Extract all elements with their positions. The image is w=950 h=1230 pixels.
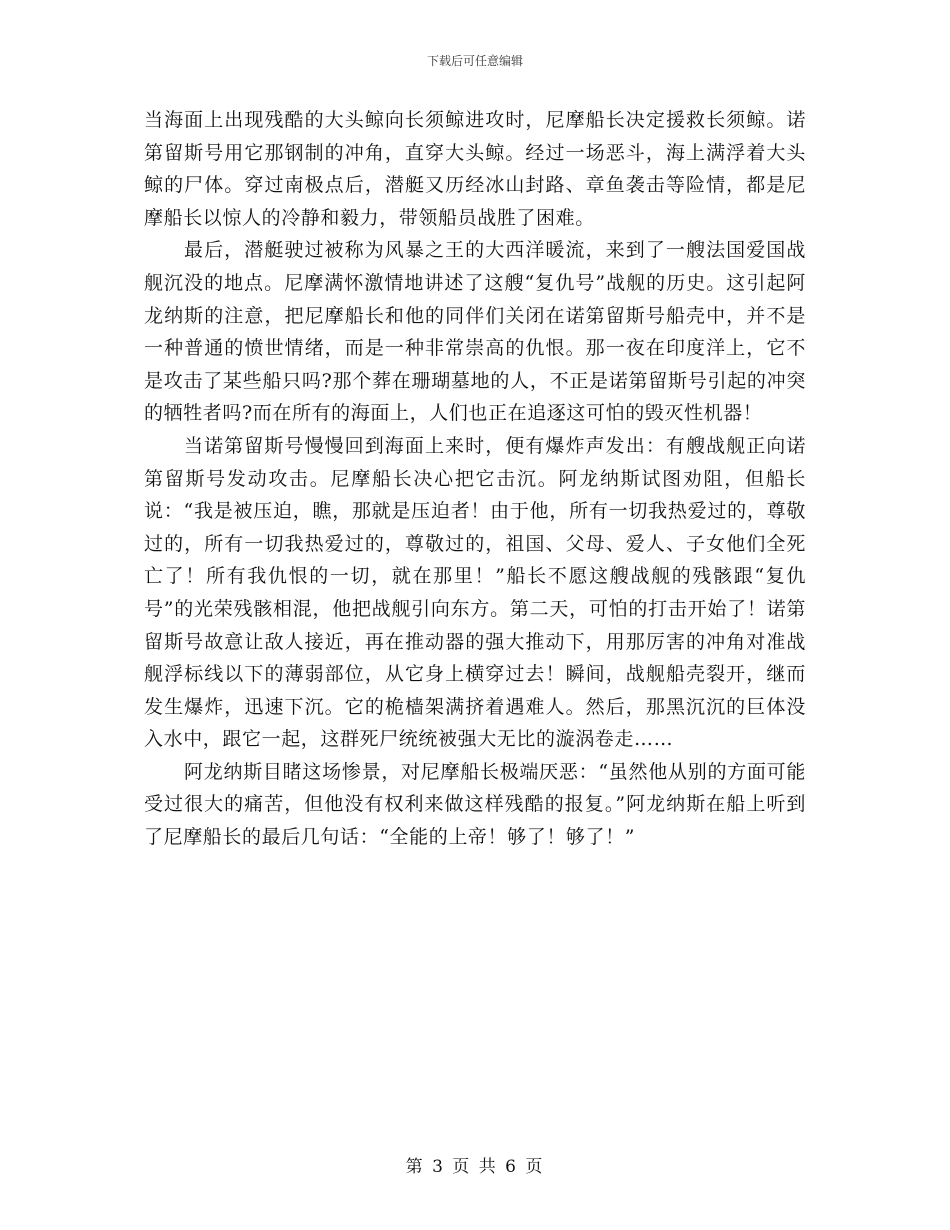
- paragraph: 阿龙纳斯目睹这场惨景，对尼摩船长极端厌恶：“虽然他从别的方面可能受过很大的痛苦，但他没有权利来做这样残酷的报复。”阿龙纳斯在船上听到了尼摩船长的最后几句话：“全能的上帝！够了！够了！”: [144, 760, 806, 849]
- document-body: [144, 104, 806, 854]
- page-header: 下载后可任意编辑: [426, 54, 523, 68]
- page-number-footer: 第 3 页 共 6 页: [405, 1157, 545, 1177]
- paragraph-continuation: 当海面上出现残酷的大头鲸向长须鲸进攻时，尼摩船长决定援救长须鲸。诺第留斯号用它那钢制的冲角，直穿大头鲸。经过一场恶斗，海上满浮着大头鲸的尸体。穿过南极点后，潜艇又历经冰山封路、章鱼袭击等险情，都是尼摩船长以惊人的冷静和毅力，带领船员战胜了困难。: [144, 109, 806, 229]
- paragraph: 当诺第留斯号慢慢回到海面上来时，便有爆炸声发出：有艘战舰正向诺第留斯号发动攻击。尼摩船长决心把它击沉。阿龙纳斯试图劝阻，但船长说：“我是被压迫，瞧，那就是压迫者！由于他，所有一切我热爱过的，尊敬过的，所有一切我热爱过的，尊敬过的，祖国、父母、爱人、子女他们全死亡了！所有我仇恨的一切，就在那里！”船长不愿这艘战舰的残骸跟“复仇号”的光荣残骸相混，他把战舰引向东方。第二天，可怕的打击开始了！诺第留斯号故意让敌人接近，再在推动器的强大推动下，用那厉害的冲角对准战舰浮标线以下的薄弱部位，从它身上横穿过去！瞬间，战舰船壳裂开，继而发生爆炸，迅速下沉。它的桅樯架满挤着遇难人。然后，那黑沉沉的巨体没入水中，跟它一起，这群死尸统统被强大无比的漩涡卷走……: [144, 434, 806, 751]
- paragraph: 最后，潜艇驶过被称为风暴之王的大西洋暖流，来到了一艘法国爱国战舰沉没的地点。尼摩满怀激情地讲述了这艘“复仇号”战舰的历史。这引起阿龙纳斯的注意，把尼摩船长和他的同伴们关闭在诺第留斯号船壳中，并不是一种普通的愤世情绪，而是一种非常崇高的仇恨。那一夜在印度洋上，它不是攻击了某些船只吗?那个葬在珊瑚墓地的人，不正是诺第留斯号引起的冲突的牺牲者吗?而在所有的海面上，人们也正在追逐这可怕的毁灭性机器！: [144, 239, 806, 425]
